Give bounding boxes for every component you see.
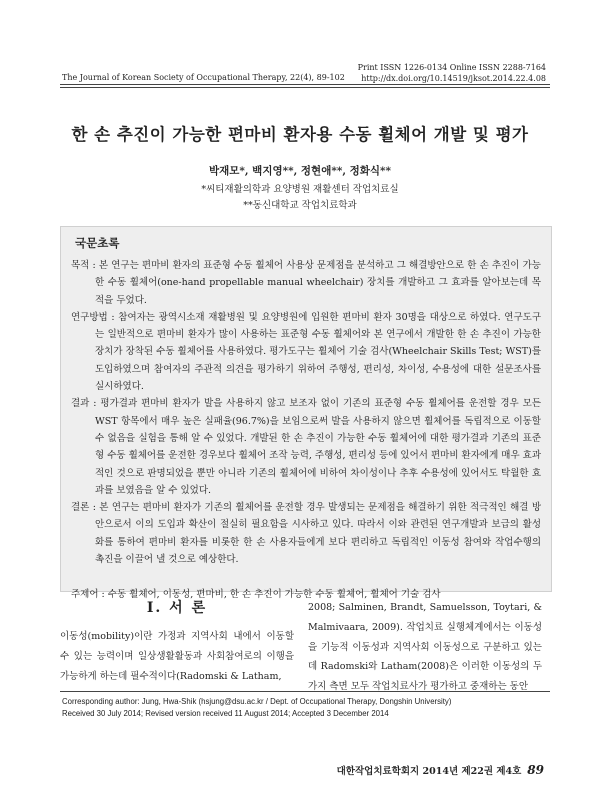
footer-citation: 대한작업치료학회지 2014년 제22권 제4호 xyxy=(336,766,522,777)
intro-right-column: 2008; Salminen, Brandt, Samuelsson, Toytari, & Malmivaara, 2009). 작업치료 실행체계에서는 이동성을 기능적 이동성과 지역사회 이동성으로 구분하고 있는데 Radomski와 Latham(2008)은 이러한 이동성의 두 가지 측면 모두 작업치료사가 평가하고 중재하는 동안 xyxy=(308,602,542,693)
doi-link[interactable]: http://dx.doi.org/10.14519/jksot.2014.22.4.08 xyxy=(361,74,546,83)
issn-line: Print ISSN 1226-0134 Online ISSN 2288-7164 xyxy=(357,63,546,72)
corresponding-author: Corresponding author: Jung, Hwa-Shik (hsjung@dsu.ac.kr / Dept. of Occupational Therapy, Dongshin University) xyxy=(62,697,452,706)
intro-left-column: 이동성(mobility)이란 가정과 지역사회 내에서 이동할 수 있는 능력이며 일상생활활동과 사회참여로의 이행을 가능하게 하는데 필수적이다(Radomski & Latham, xyxy=(60,631,294,682)
paper-title: 한 손 추진이 가능한 편마비 환자용 수동 휠체어 개발 및 평가 xyxy=(71,125,529,144)
page-footer xyxy=(337,763,544,777)
abstract-methods: 연구방법 : 참여자는 광역시소재 재활병원 및 요양병원에 입원한 편마비 환자 30명을 대상으로 하였다. 연구도구는 일반적으로 편마비 환자가 많이 사용하는 표준형 수동 휠체어와 본 연구에서 개발한 한 손 추진이 가능한 장치가 장착된 수동 휠체어를 사용하였다. 평가도구는 휠체어 기술 검사(Wheelchair Skills Test; WST)를 도입하였으며 참여자의 주관적 의견을 평가하기 위하여 주행성, 편리성, 차이성, 수용성에 대한 설문조사를 실시하였다. xyxy=(71,311,541,393)
abstract-results: 결과 : 평가결과 편마비 환자가 발을 사용하지 않고 보조자 없이 기존의 표준형 수동 휠체어를 운전할 경우 모든 WST 항목에서 매우 높은 실패율(96.7%)을 보임으로써 발을 사용하지 않으면 휠체어를 독립적으로 이동할 수 없음을 실험을 통해 알 수 있었다. 개발된 한 손 추진이 가능한 수동 휠체어에 대한 평가결과 기존의 표준형 수동 휠체어를 운전한 경우보다 휠체어 조작 능력, 주행성, 편리성 등에 있어서 편마비 환자에게 매우 효과적인 것으로 판명되었을 뿐만 아니라 기존의 휠체어에 비하여 차이성이나 추후 수용성에 있어서도 탁월한 효과를 보였음을 알 수 있었다. xyxy=(71,398,541,496)
author-list: 박재모*, 백지영**, 정현애**, 정화식** xyxy=(208,165,392,177)
affiliation-2: **동신대학교 작업치료학과 xyxy=(243,200,357,211)
header-rule-top xyxy=(60,84,550,85)
abstract-box xyxy=(60,226,552,601)
keywords: 주제어 : 수동 휠체어, 이동성, 편마비, 한 손 추진이 가능한 수동 휠체어, 휠체어 기술 검사 xyxy=(71,589,441,601)
page-number: 89 xyxy=(527,763,544,777)
abstract-purpose: 목적 : 본 연구는 편마비 환자의 표준형 수동 휠체어 사용상 문제점을 분석하고 그 해결방안으로 한 손 추진이 가능한 수동 휠체어(one-hand propellable manual wheelchair) 장치를 개발하고 그 효과를 알아보는데 목적을 두었다. xyxy=(71,260,541,306)
abstract-conclusion: 결론 : 본 연구는 편마비 환자가 기존의 휠체어를 운전할 경우 발생되는 문제점을 해결하기 위한 적극적인 해결 방안으로서 이의 도입과 확산이 절실히 필요함을 시사하고 있다. 따라서 이와 관련된 연구개발과 보급의 활성화를 통하여 편마비 환자를 비롯한 한 손 사용자들에게 보다 편리하고 독립적인 이동성 참여와 작업수행의 촉진을 이끌어 낼 것으로 예상한다. xyxy=(71,502,541,566)
affiliation-1: *씨티재활의학과 요양병원 재활센터 작업치료실 xyxy=(201,184,399,195)
journal-header: The Journal of Korean Society of Occupational Therapy, 22(4), 89-102 xyxy=(62,73,345,82)
abstract-heading: 국문초록 xyxy=(75,236,120,250)
footnote-rule xyxy=(60,691,550,692)
section-title-introduction: Ⅰ. 서 론 xyxy=(146,600,208,616)
received-dates: Received 30 July 2014; Revised version received 11 August 2014; Accepted 3 December 2014 xyxy=(62,708,389,718)
correspondence-block xyxy=(62,696,451,719)
header-rule-bottom xyxy=(60,87,550,88)
issn-doi-block xyxy=(358,62,546,84)
